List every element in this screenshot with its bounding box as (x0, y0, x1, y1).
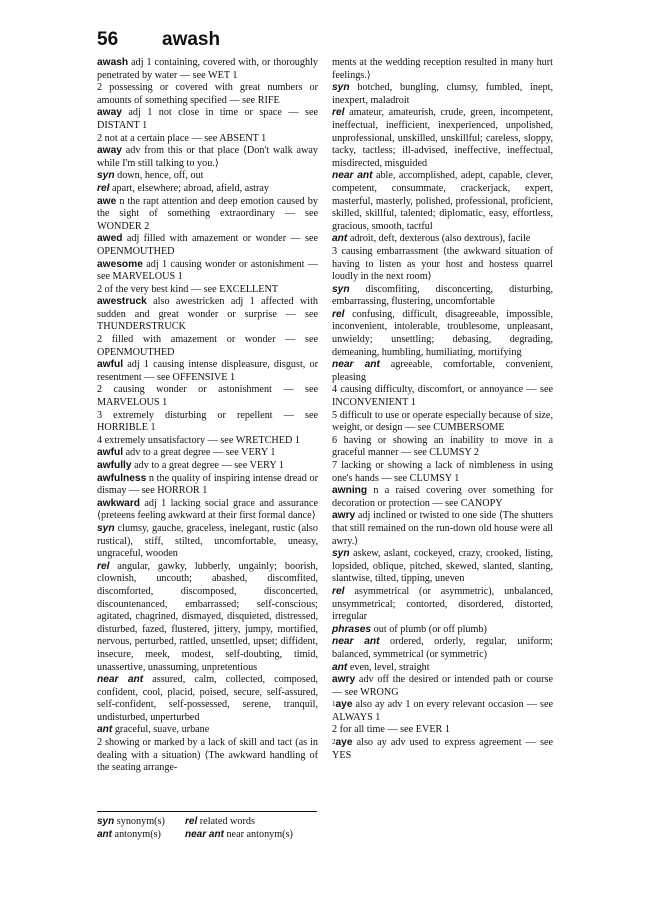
headword: aye (335, 699, 353, 711)
entry-text: adj 1 causing intense displeasure, disgust, or resentment — see OFFENSIVE 1 (97, 359, 318, 383)
entry-text: 2 possessing or covered with great numbers or amounts of something specified — see RIFE (97, 82, 318, 106)
entry-label: ant (332, 233, 348, 245)
key-row (97, 829, 337, 842)
entry-label: rel (97, 560, 110, 572)
entry-text: askew, aslant, cockeyed, crazy, crooked, listing, lopsided, oblique, pitched, skewed, slanted, slanting, slantwise, tilted, tipping, uneven (332, 548, 553, 585)
key-row (97, 816, 337, 829)
dictionary-entry (97, 460, 318, 473)
entry-text: adj inclined or twisted to one side ⟨The shutters that still remained on the run-down old house were all awry.⟩ (332, 510, 553, 547)
dictionary-entry (332, 410, 553, 435)
entry-text: agreeable, comfortable, convenient, pleasing (332, 359, 553, 383)
entry-text: also ay adv used to express agreement — see YES (332, 737, 553, 761)
headword: awning (332, 485, 368, 497)
headword: awestruck (97, 296, 147, 308)
headword: awash (97, 57, 129, 68)
key-ant: ant antonym(s) (97, 828, 161, 840)
dictionary-entry (332, 57, 553, 82)
dictionary-entry (332, 510, 553, 548)
headword: aye (335, 737, 353, 749)
entry-text: out of plumb (or off plumb) (371, 623, 487, 635)
dictionary-entry (332, 170, 553, 233)
dictionary-entry (332, 460, 553, 485)
headword: awful (97, 359, 124, 371)
dictionary-entry (97, 284, 318, 297)
dictionary-entry (332, 82, 553, 107)
entry-label: ant (332, 661, 348, 673)
homograph-number: 1 (332, 700, 336, 709)
entry-text: even, level, straight (347, 661, 430, 673)
dictionary-entry (97, 473, 318, 498)
dictionary-entry (97, 384, 318, 409)
dictionary-entry (97, 57, 318, 82)
left-column (97, 57, 318, 775)
headword: awfulness (97, 472, 147, 484)
entry-text: able, accomplished, adept, capable, clever, competent, consummate, crackerjack, expert, masterful, masterly, polished, professional, proficient, skilled, skillful, talented; diplomatic, easy, effortless, gracious, smooth, tactful (332, 170, 553, 232)
key-rel: rel related words (185, 816, 255, 827)
dictionary-entry (332, 359, 553, 384)
entry-text: adv off the desired or intended path or course — see WRONG (332, 674, 553, 698)
dictionary-entry (332, 309, 553, 359)
entry-text: adv from this or that place ⟨Don't walk away while I'm still talking to you.⟩ (97, 145, 318, 169)
dictionary-entry (97, 498, 318, 523)
dictionary-entry (97, 410, 318, 435)
entry-text: confusing, difficult, disagreeable, impossible, inconvenient, intolerable, troublesome, unpleasant, unwieldy; unsettling; debasing, degrading, demeaning, humbling, humiliating, mortifying (332, 308, 553, 358)
dictionary-entry (97, 133, 318, 146)
entry-text: 2 for all time — see EVER 1 (332, 724, 450, 736)
entry-text: also awestricken adj 1 affected with sudden and great wonder or surprise — see THUNDERSTRUCK (97, 296, 318, 333)
headword: away (97, 107, 122, 119)
headword: awry (332, 510, 356, 522)
headword: awfully (97, 460, 132, 471)
entry-label: near ant (97, 674, 144, 686)
page-header (97, 27, 327, 53)
dictionary-entry (332, 724, 553, 737)
entry-text: adj 1 causing wonder or astonishment — see MARVELOUS 1 (97, 258, 318, 283)
entry-text: also ay adv 1 on every relevant occasion — see ALWAYS 1 (332, 699, 553, 723)
entry-text: 3 extremely disturbing or repellent — see HORRIBLE 1 (97, 409, 318, 434)
dictionary-entry (97, 359, 318, 384)
dictionary-entry (332, 636, 553, 661)
entry-label: near ant (332, 170, 373, 182)
dictionary-entry (97, 724, 318, 737)
entry-text: 4 causing difficulty, discomfort, or annoyance — see INCONVENIENT 1 (332, 384, 553, 409)
dictionary-entry (332, 435, 553, 460)
entry-label: syn (97, 522, 115, 534)
entry-text: ments at the wedding reception resulted in many hurt feelings.⟩ (332, 57, 553, 81)
dictionary-entry (97, 561, 318, 674)
entry-text: amateur, amateurish, crude, green, incompetent, ineffectual, inefficient, inexperienced, unpolished, unprofessional, unskilled, unskillful; careless, sloppy, tacky, tactless; ill-advised, ineffective, ineffectual, misdirected, misguided (332, 107, 553, 169)
entry-text: ordered, orderly, regular, uniform; balanced, symmetrical (or symmetric) (332, 636, 553, 660)
entry-text: 7 lacking or showing a lack of nimbleness in using one's hands — see CLUMSY 1 (332, 460, 553, 484)
entry-text: n a raised covering over something for decoration or protection — see CANOPY (332, 485, 553, 509)
page-number: 56 (97, 29, 119, 50)
entry-text: adv to a great degree — see VERY 1 (131, 460, 285, 471)
headword: awkward (97, 497, 141, 509)
dictionary-entry (97, 196, 318, 234)
dictionary-entry (97, 82, 318, 107)
dictionary-entry (332, 233, 553, 246)
entry-label: syn (332, 548, 350, 560)
dictionary-entry (332, 107, 553, 170)
dictionary-entry (97, 296, 318, 334)
entry-text: 4 extremely unsatisfactory — see WRETCHED 1 (97, 434, 300, 446)
dictionary-entry (332, 284, 553, 309)
entry-label: rel (97, 182, 110, 194)
dictionary-entry (97, 334, 318, 359)
entry-text: 3 causing embarrassment ⟨the awkward situation of having to listen as your host and hostess quarrel loudly in the next room⟩ (332, 245, 553, 283)
entry-text: 2 filled with amazement or wonder — see OPENMOUTHED (97, 334, 318, 358)
homograph-number: 2 (332, 738, 336, 747)
entry-text: adj 1 lacking social grace and assurance ⟨preteens feeling awkward at their first formal dance⟩ (97, 497, 318, 522)
dictionary-entry (332, 246, 553, 284)
entry-text: graceful, suave, urbane (112, 724, 210, 736)
footer-rule (97, 811, 317, 812)
entry-text: angular, gawky, lubberly, ungainly; boorish, clownish, uncouth; abashed, discomfited, discomforted, discomposed, disconcerted, discountenanced, embarrassed; self-conscious; agitated, chagrined, dismayed, disquieted, distressed, disturbed, fazed, flustered, jittery, jumpy, mortified, nervous, perturbed, rattled, unsettled, upset; diffident, insecure, meek, modest, self-doubting, timid, unassertive, unassuming, unpretentious (97, 560, 318, 673)
dictionary-entry (332, 662, 553, 675)
dictionary-entry (97, 107, 318, 132)
entry-label: rel (332, 585, 345, 597)
dictionary-entry (97, 737, 318, 775)
key-near-ant: near ant near antonym(s) (185, 828, 293, 840)
dictionary-entry (332, 586, 553, 624)
headword: awe (97, 195, 117, 207)
dictionary-entry (97, 523, 318, 561)
entry-label: near ant (332, 359, 380, 371)
dictionary-entry (332, 548, 553, 586)
abbreviation-key (97, 816, 337, 841)
entry-text: clumsy, gauche, graceless, inelegant, rustic (also rustical), stiff, stilted, uncomfortable, uneasy, ungraceful, wooden (97, 522, 318, 560)
dictionary-entry (97, 183, 318, 196)
headword: away (97, 145, 122, 157)
entry-text: 2 of the very best kind — see EXCELLENT (97, 283, 279, 295)
guide-word: awash (162, 29, 221, 50)
entry-label: syn (97, 170, 115, 182)
dictionary-entry (332, 485, 553, 510)
entry-text: adv to a great degree — see VERY 1 (123, 447, 276, 459)
dictionary-entry (97, 435, 318, 448)
entry-text: down, hence, off, out (114, 170, 204, 182)
key-syn: syn synonym(s) (97, 816, 165, 827)
entry-text: 2 causing wonder or astonishment — see MARVELOUS 1 (97, 384, 318, 409)
entry-text: assured, calm, collected, composed, confident, cool, placid, poised, secure, self-assured, self-confident, self-possessed, serene, tranquil, undisturbed, unperturbed (97, 674, 318, 723)
right-column (332, 57, 553, 762)
entry-text: adj 1 not close in time or space — see DISTANT 1 (97, 107, 318, 131)
entry-text: adj 1 containing, covered with, or thoroughly penetrated by water — see WET 1 (97, 57, 318, 81)
entry-text: 2 showing or marked by a lack of skill and tact (as in dealing with a situation) ⟨The awkward handling of the seating arrange- (97, 737, 318, 774)
entry-label: rel (332, 107, 345, 119)
dictionary-entry (97, 170, 318, 183)
headword: awed (97, 233, 123, 245)
entry-text: 2 not at a certain place — see ABSENT 1 (97, 132, 267, 144)
entry-text: asymmetrical (or asymmetric), unbalanced, unsymmetrical; contorted, disordered, distorted, irregular (332, 585, 553, 623)
entry-label: rel (332, 308, 345, 320)
headword: awesome (97, 258, 143, 270)
entry-text: botched, bungling, clumsy, fumbled, inept, inexpert, maladroit (332, 82, 553, 106)
entry-text: adroit, deft, dexterous (also dextrous), facile (347, 233, 531, 245)
dictionary-entry (332, 699, 553, 724)
entry-text: adj filled with amazement or wonder — see OPENMOUTHED (97, 233, 318, 257)
headword: awful (97, 447, 124, 459)
dictionary-entry (97, 674, 318, 724)
entry-text: discomfiting, disconcerting, disturbing, embarrassing, flustering, uncomfortable (332, 283, 553, 308)
dictionary-entry (332, 674, 553, 699)
entry-text: 6 having or showing an inability to move in a graceful manner — see CLUMSY 2 (332, 434, 553, 459)
entry-text: apart, elsewhere; abroad, afield, astray (109, 182, 269, 194)
dictionary-entry (97, 447, 318, 460)
entry-text: n the rapt attention and deep emotion caused by the sight of something extraordinary — see WONDER 2 (97, 195, 318, 232)
entry-label: ant (97, 724, 113, 736)
headword: awry (332, 674, 356, 686)
dictionary-entry (332, 737, 553, 762)
entry-text: 5 difficult to use or operate especially because of size, weight, or design — see CUMBERSOME (332, 409, 553, 434)
dictionary-entry (97, 233, 318, 258)
entry-label: syn (332, 283, 350, 295)
dictionary-entry (332, 624, 553, 637)
entry-label: near ant (332, 636, 380, 648)
dictionary-entry (332, 384, 553, 409)
dictionary-entry (97, 259, 318, 284)
entry-text: n the quality of inspiring intense dread or dismay — see HORROR 1 (97, 472, 318, 497)
entry-label: phrases (332, 623, 372, 635)
entry-label: syn (332, 82, 350, 94)
dictionary-entry (97, 145, 318, 170)
